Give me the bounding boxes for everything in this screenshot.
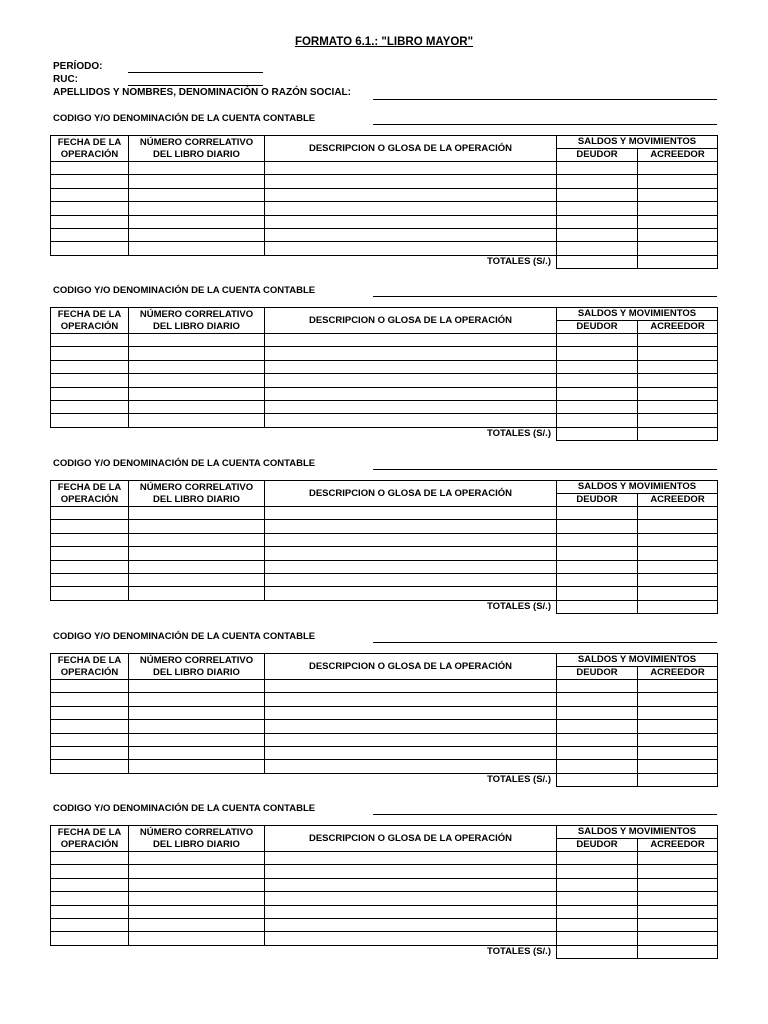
descripcion-cell[interactable] — [265, 878, 557, 891]
acreedor-cell[interactable] — [638, 865, 718, 878]
numero-cell[interactable] — [129, 347, 265, 360]
deudor-cell[interactable] — [557, 188, 638, 201]
descripcion-cell[interactable] — [265, 334, 557, 347]
acreedor-cell[interactable] — [638, 360, 718, 373]
totales-row — [51, 427, 718, 440]
acreedor-cell[interactable] — [638, 932, 718, 945]
deudor-cell[interactable] — [557, 547, 638, 560]
table-row — [51, 533, 718, 546]
descripcion-cell[interactable] — [265, 573, 557, 586]
table-row — [51, 693, 718, 706]
deudor-cell[interactable] — [557, 918, 638, 931]
fecha-cell[interactable] — [51, 918, 129, 931]
acreedor-cell[interactable] — [638, 228, 718, 241]
fecha-cell[interactable] — [51, 733, 129, 746]
col-saldos-header: SALDOS Y MOVIMIENTOS — [557, 308, 718, 321]
account-code-field[interactable] — [373, 642, 717, 643]
fecha-cell[interactable] — [51, 573, 129, 586]
deudor-cell[interactable] — [557, 242, 638, 255]
deudor-cell[interactable] — [557, 560, 638, 573]
deudor-cell[interactable] — [557, 533, 638, 546]
fecha-cell[interactable] — [51, 878, 129, 891]
numero-cell[interactable] — [129, 520, 265, 533]
account-code-label: CODIGO Y/O DENOMINACIÓN DE LA CUENTA CONTABLE — [53, 285, 316, 296]
totales-row — [51, 600, 718, 613]
deudor-cell[interactable] — [557, 587, 638, 600]
table-row — [51, 360, 718, 373]
descripcion-cell[interactable] — [265, 918, 557, 931]
ledger-table — [50, 135, 718, 269]
account-code-label: CODIGO Y/O DENOMINACIÓN DE LA CUENTA CONTABLE — [53, 631, 316, 642]
table-row — [51, 720, 718, 733]
fecha-cell[interactable] — [51, 587, 129, 600]
acreedor-cell[interactable] — [638, 573, 718, 586]
table-row — [51, 706, 718, 719]
acreedor-cell[interactable] — [638, 680, 718, 693]
descripcion-cell[interactable] — [265, 188, 557, 201]
deudor-cell[interactable] — [557, 387, 638, 400]
col-descripcion-header: DESCRIPCION O GLOSA DE LA OPERACIÓN — [265, 826, 557, 852]
fecha-cell[interactable] — [51, 347, 129, 360]
fecha-cell[interactable] — [51, 520, 129, 533]
fecha-cell[interactable] — [51, 334, 129, 347]
periodo-field[interactable] — [128, 72, 263, 73]
fecha-cell[interactable] — [51, 507, 129, 520]
acreedor-cell[interactable] — [638, 242, 718, 255]
descripcion-cell[interactable] — [265, 228, 557, 241]
descripcion-cell[interactable] — [265, 547, 557, 560]
document-title: FORMATO 6.1.: "LIBRO MAYOR" — [294, 36, 474, 48]
acreedor-cell[interactable] — [638, 520, 718, 533]
numero-cell[interactable] — [129, 865, 265, 878]
totales-label: TOTALES (S/.) — [486, 428, 551, 440]
acreedor-cell[interactable] — [638, 878, 718, 891]
fecha-cell[interactable] — [51, 162, 129, 175]
col-acreedor-header: ACREEDOR — [638, 667, 718, 680]
account-code-label: CODIGO Y/O DENOMINACIÓN DE LA CUENTA CONTABLE — [53, 458, 316, 469]
descripcion-cell[interactable] — [265, 720, 557, 733]
table-row — [51, 228, 718, 241]
col-saldos-header: SALDOS Y MOVIMIENTOS — [557, 136, 718, 149]
total-acreedor-cell[interactable] — [638, 427, 718, 440]
numero-cell[interactable] — [129, 878, 265, 891]
numero-cell[interactable] — [129, 587, 265, 600]
table-row — [51, 573, 718, 586]
descripcion-cell[interactable] — [265, 175, 557, 188]
deudor-cell[interactable] — [557, 878, 638, 891]
fecha-cell[interactable] — [51, 228, 129, 241]
total-deudor-cell[interactable] — [557, 255, 638, 268]
descripcion-cell[interactable] — [265, 533, 557, 546]
deudor-cell[interactable] — [557, 693, 638, 706]
deudor-cell[interactable] — [557, 706, 638, 719]
numero-cell[interactable] — [129, 374, 265, 387]
fecha-cell[interactable] — [51, 387, 129, 400]
col-saldos-header: SALDOS Y MOVIMIENTOS — [557, 481, 718, 494]
col-descripcion-header: DESCRIPCION O GLOSA DE LA OPERACIÓN — [265, 654, 557, 680]
table-row — [51, 547, 718, 560]
total-deudor-cell[interactable] — [557, 945, 638, 958]
descripcion-cell[interactable] — [265, 746, 557, 759]
descripcion-cell[interactable] — [265, 865, 557, 878]
col-descripcion-header: DESCRIPCION O GLOSA DE LA OPERACIÓN — [265, 481, 557, 507]
ledger-table — [50, 307, 718, 441]
acreedor-cell[interactable] — [638, 587, 718, 600]
deudor-cell[interactable] — [557, 892, 638, 905]
deudor-cell[interactable] — [557, 760, 638, 773]
account-code-label: CODIGO Y/O DENOMINACIÓN DE LA CUENTA CONTABLE — [53, 113, 316, 124]
numero-cell[interactable] — [129, 215, 265, 228]
numero-cell[interactable] — [129, 242, 265, 255]
fecha-cell[interactable] — [51, 760, 129, 773]
table-row — [51, 162, 718, 175]
deudor-cell[interactable] — [557, 573, 638, 586]
table-row — [51, 878, 718, 891]
fecha-cell[interactable] — [51, 360, 129, 373]
col-descripcion-header: DESCRIPCION O GLOSA DE LA OPERACIÓN — [265, 308, 557, 334]
totales-label: TOTALES (S/.) — [486, 601, 551, 613]
col-acreedor-header: ACREEDOR — [638, 494, 718, 507]
acreedor-cell[interactable] — [638, 374, 718, 387]
total-deudor-cell[interactable] — [557, 773, 638, 786]
descripcion-cell[interactable] — [265, 242, 557, 255]
numero-cell[interactable] — [129, 334, 265, 347]
col-fecha-header: FECHA DE LA OPERACIÓN — [51, 481, 129, 507]
total-acreedor-cell[interactable] — [638, 945, 718, 958]
fecha-cell[interactable] — [51, 892, 129, 905]
account-code-field[interactable] — [373, 469, 717, 470]
totales-label: TOTALES (S/.) — [486, 946, 551, 958]
col-numero-header: NÚMERO CORRELATIVO DEL LIBRO DIARIO — [129, 654, 265, 680]
numero-cell[interactable] — [129, 560, 265, 573]
numero-cell[interactable] — [129, 892, 265, 905]
acreedor-cell[interactable] — [638, 215, 718, 228]
total-acreedor-cell[interactable] — [638, 773, 718, 786]
deudor-cell[interactable] — [557, 852, 638, 865]
ledger-table — [50, 480, 718, 614]
table-row — [51, 733, 718, 746]
numero-cell[interactable] — [129, 706, 265, 719]
acreedor-cell[interactable] — [638, 720, 718, 733]
col-acreedor-header: ACREEDOR — [638, 149, 718, 162]
acreedor-cell[interactable] — [638, 175, 718, 188]
table-row — [51, 347, 718, 360]
fecha-cell[interactable] — [51, 175, 129, 188]
descripcion-cell[interactable] — [265, 905, 557, 918]
deudor-cell[interactable] — [557, 520, 638, 533]
deudor-cell[interactable] — [557, 347, 638, 360]
col-numero-header: NÚMERO CORRELATIVO DEL LIBRO DIARIO — [129, 826, 265, 852]
numero-cell[interactable] — [129, 547, 265, 560]
fecha-cell[interactable] — [51, 188, 129, 201]
numero-cell[interactable] — [129, 932, 265, 945]
account-code-label: CODIGO Y/O DENOMINACIÓN DE LA CUENTA CONTABLE — [53, 803, 316, 814]
fecha-cell[interactable] — [51, 202, 129, 215]
acreedor-cell[interactable] — [638, 918, 718, 931]
descripcion-cell[interactable] — [265, 387, 557, 400]
acreedor-cell[interactable] — [638, 507, 718, 520]
deudor-cell[interactable] — [557, 720, 638, 733]
table-row — [51, 334, 718, 347]
table-row — [51, 852, 718, 865]
account-section — [0, 458, 768, 630]
numero-cell[interactable] — [129, 680, 265, 693]
col-acreedor-header: ACREEDOR — [638, 321, 718, 334]
numero-cell[interactable] — [129, 760, 265, 773]
deudor-cell[interactable] — [557, 215, 638, 228]
acreedor-cell[interactable] — [638, 560, 718, 573]
acreedor-cell[interactable] — [638, 693, 718, 706]
descripcion-cell[interactable] — [265, 693, 557, 706]
numero-cell[interactable] — [129, 533, 265, 546]
deudor-cell[interactable] — [557, 374, 638, 387]
account-code-field[interactable] — [373, 296, 717, 297]
table-row — [51, 892, 718, 905]
numero-cell[interactable] — [129, 733, 265, 746]
acreedor-cell[interactable] — [638, 188, 718, 201]
table-row — [51, 414, 718, 427]
acreedor-cell[interactable] — [638, 162, 718, 175]
numero-cell[interactable] — [129, 507, 265, 520]
fecha-cell[interactable] — [51, 374, 129, 387]
table-row — [51, 175, 718, 188]
descripcion-cell[interactable] — [265, 680, 557, 693]
razon-social-field[interactable] — [373, 99, 717, 100]
fecha-cell[interactable] — [51, 547, 129, 560]
descripcion-cell[interactable] — [265, 347, 557, 360]
ruc-field[interactable] — [128, 85, 263, 86]
account-section — [0, 631, 768, 803]
descripcion-cell[interactable] — [265, 520, 557, 533]
fecha-cell[interactable] — [51, 852, 129, 865]
numero-cell[interactable] — [129, 720, 265, 733]
col-acreedor-header: ACREEDOR — [638, 839, 718, 852]
descripcion-cell[interactable] — [265, 852, 557, 865]
acreedor-cell[interactable] — [638, 852, 718, 865]
account-section — [0, 803, 768, 975]
descripcion-cell[interactable] — [265, 202, 557, 215]
col-descripcion-header: DESCRIPCION O GLOSA DE LA OPERACIÓN — [265, 136, 557, 162]
periodo-label: PERÍODO: — [53, 61, 103, 72]
deudor-cell[interactable] — [557, 414, 638, 427]
totales-label: TOTALES (S/.) — [486, 774, 551, 786]
total-acreedor-cell[interactable] — [638, 255, 718, 268]
table-row — [51, 560, 718, 573]
acreedor-cell[interactable] — [638, 533, 718, 546]
fecha-cell[interactable] — [51, 680, 129, 693]
descripcion-cell[interactable] — [265, 215, 557, 228]
deudor-cell[interactable] — [557, 746, 638, 759]
numero-cell[interactable] — [129, 693, 265, 706]
numero-cell[interactable] — [129, 202, 265, 215]
deudor-cell[interactable] — [557, 865, 638, 878]
acreedor-cell[interactable] — [638, 547, 718, 560]
col-numero-header: NÚMERO CORRELATIVO DEL LIBRO DIARIO — [129, 308, 265, 334]
table-row — [51, 932, 718, 945]
col-deudor-header: DEUDOR — [557, 321, 638, 334]
table-row — [51, 680, 718, 693]
table-row — [51, 215, 718, 228]
deudor-cell[interactable] — [557, 202, 638, 215]
deudor-cell[interactable] — [557, 932, 638, 945]
fecha-cell[interactable] — [51, 242, 129, 255]
table-row — [51, 918, 718, 931]
fecha-cell[interactable] — [51, 560, 129, 573]
numero-cell[interactable] — [129, 228, 265, 241]
acreedor-cell[interactable] — [638, 334, 718, 347]
col-saldos-header: SALDOS Y MOVIMIENTOS — [557, 654, 718, 667]
ruc-label: RUC: — [53, 74, 78, 85]
fecha-cell[interactable] — [51, 865, 129, 878]
fecha-cell[interactable] — [51, 215, 129, 228]
fecha-cell[interactable] — [51, 414, 129, 427]
acreedor-cell[interactable] — [638, 202, 718, 215]
deudor-cell[interactable] — [557, 162, 638, 175]
col-deudor-header: DEUDOR — [557, 149, 638, 162]
descripcion-cell[interactable] — [265, 560, 557, 573]
table-row — [51, 746, 718, 759]
acreedor-cell[interactable] — [638, 706, 718, 719]
totales-label: TOTALES (S/.) — [486, 256, 551, 268]
col-deudor-header: DEUDOR — [557, 839, 638, 852]
col-fecha-header: FECHA DE LA OPERACIÓN — [51, 654, 129, 680]
acreedor-cell[interactable] — [638, 905, 718, 918]
numero-cell[interactable] — [129, 360, 265, 373]
table-row — [51, 905, 718, 918]
deudor-cell[interactable] — [557, 334, 638, 347]
numero-cell[interactable] — [129, 188, 265, 201]
numero-cell[interactable] — [129, 400, 265, 413]
totales-row — [51, 255, 718, 268]
acreedor-cell[interactable] — [638, 892, 718, 905]
col-numero-header: NÚMERO CORRELATIVO DEL LIBRO DIARIO — [129, 136, 265, 162]
fecha-cell[interactable] — [51, 706, 129, 719]
descripcion-cell[interactable] — [265, 374, 557, 387]
deudor-cell[interactable] — [557, 905, 638, 918]
table-row — [51, 242, 718, 255]
deudor-cell[interactable] — [557, 680, 638, 693]
table-row — [51, 188, 718, 201]
descripcion-cell[interactable] — [265, 892, 557, 905]
table-row — [51, 865, 718, 878]
acreedor-cell[interactable] — [638, 387, 718, 400]
descripcion-cell[interactable] — [265, 400, 557, 413]
numero-cell[interactable] — [129, 918, 265, 931]
fecha-cell[interactable] — [51, 720, 129, 733]
col-fecha-header: FECHA DE LA OPERACIÓN — [51, 308, 129, 334]
col-deudor-header: DEUDOR — [557, 667, 638, 680]
account-section — [0, 285, 768, 457]
descripcion-cell[interactable] — [265, 932, 557, 945]
account-code-field[interactable] — [373, 124, 717, 125]
acreedor-cell[interactable] — [638, 760, 718, 773]
razon-social-label: APELLIDOS Y NOMBRES, DENOMINACIÓN O RAZÓN SOCIAL: — [53, 87, 351, 98]
table-row — [51, 374, 718, 387]
descripcion-cell[interactable] — [265, 733, 557, 746]
table-row — [51, 760, 718, 773]
numero-cell[interactable] — [129, 414, 265, 427]
table-row — [51, 520, 718, 533]
table-row — [51, 387, 718, 400]
descripcion-cell[interactable] — [265, 162, 557, 175]
col-fecha-header: FECHA DE LA OPERACIÓN — [51, 136, 129, 162]
numero-cell[interactable] — [129, 905, 265, 918]
deudor-cell[interactable] — [557, 360, 638, 373]
totales-row — [51, 945, 718, 958]
deudor-cell[interactable] — [557, 175, 638, 188]
fecha-cell[interactable] — [51, 400, 129, 413]
deudor-cell[interactable] — [557, 507, 638, 520]
col-deudor-header: DEUDOR — [557, 494, 638, 507]
descripcion-cell[interactable] — [265, 507, 557, 520]
numero-cell[interactable] — [129, 162, 265, 175]
descripcion-cell[interactable] — [265, 760, 557, 773]
deudor-cell[interactable] — [557, 228, 638, 241]
acreedor-cell[interactable] — [638, 400, 718, 413]
table-row — [51, 587, 718, 600]
deudor-cell[interactable] — [557, 733, 638, 746]
fecha-cell[interactable] — [51, 905, 129, 918]
fecha-cell[interactable] — [51, 932, 129, 945]
descripcion-cell[interactable] — [265, 587, 557, 600]
numero-cell[interactable] — [129, 175, 265, 188]
fecha-cell[interactable] — [51, 533, 129, 546]
acreedor-cell[interactable] — [638, 347, 718, 360]
account-section — [0, 113, 768, 285]
descripcion-cell[interactable] — [265, 414, 557, 427]
col-fecha-header: FECHA DE LA OPERACIÓN — [51, 826, 129, 852]
deudor-cell[interactable] — [557, 400, 638, 413]
table-row — [51, 507, 718, 520]
table-row — [51, 400, 718, 413]
table-row — [51, 202, 718, 215]
col-numero-header: NÚMERO CORRELATIVO DEL LIBRO DIARIO — [129, 481, 265, 507]
acreedor-cell[interactable] — [638, 746, 718, 759]
account-code-field[interactable] — [373, 814, 717, 815]
numero-cell[interactable] — [129, 852, 265, 865]
total-deudor-cell[interactable] — [557, 600, 638, 613]
total-acreedor-cell[interactable] — [638, 600, 718, 613]
totales-row — [51, 773, 718, 786]
acreedor-cell[interactable] — [638, 733, 718, 746]
col-saldos-header: SALDOS Y MOVIMIENTOS — [557, 826, 718, 839]
fecha-cell[interactable] — [51, 693, 129, 706]
ledger-table — [50, 653, 718, 787]
fecha-cell[interactable] — [51, 746, 129, 759]
total-deudor-cell[interactable] — [557, 427, 638, 440]
descripcion-cell[interactable] — [265, 360, 557, 373]
numero-cell[interactable] — [129, 573, 265, 586]
numero-cell[interactable] — [129, 387, 265, 400]
acreedor-cell[interactable] — [638, 414, 718, 427]
numero-cell[interactable] — [129, 746, 265, 759]
descripcion-cell[interactable] — [265, 706, 557, 719]
ledger-table — [50, 825, 718, 959]
